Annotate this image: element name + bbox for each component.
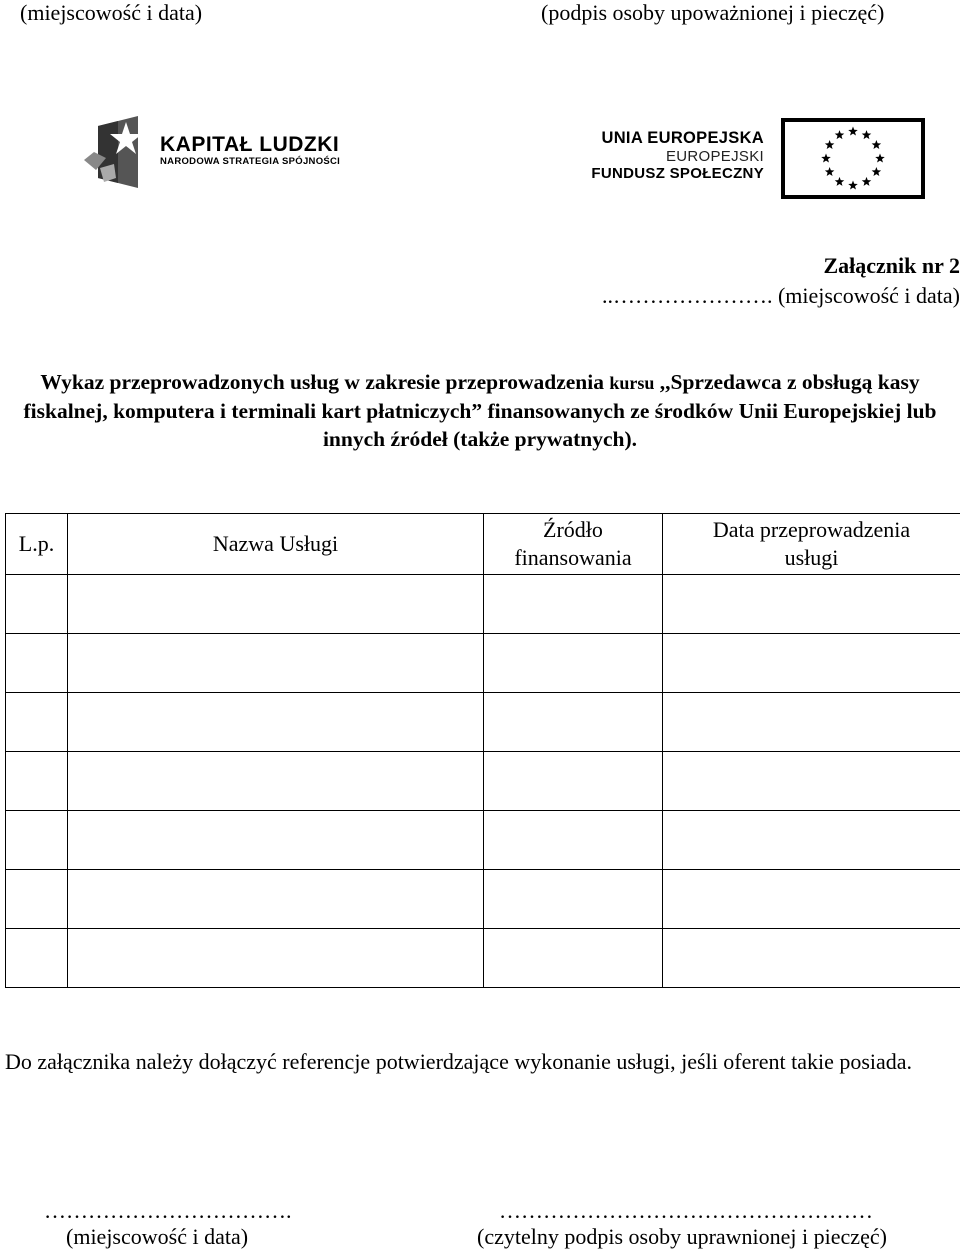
table-row xyxy=(6,870,960,929)
bottom-place-date-label: (miejscowość i data) xyxy=(66,1224,249,1249)
eu-star-icon xyxy=(825,167,835,176)
header-funding-source: Źródło finansowania xyxy=(484,514,663,575)
attachment-note: Do załącznika należy dołączyć referencje potwierdzające wykonanie usługi, jeśli oferent takie posiada. xyxy=(5,1049,913,1074)
ue-logo-text xyxy=(591,128,764,182)
table-cell[interactable] xyxy=(484,870,663,929)
table-row xyxy=(6,634,960,693)
table-cell[interactable] xyxy=(6,634,68,693)
kapital-ludzki-emblem-icon xyxy=(80,112,160,192)
attachment-label: Załącznik nr 2 xyxy=(823,253,960,278)
table-cell[interactable] xyxy=(6,575,68,634)
bottom-signature-label: (czytelny podpis osoby uprawnionej i pieczęć) xyxy=(477,1224,887,1249)
table-cell[interactable] xyxy=(663,870,960,929)
table-cell[interactable] xyxy=(6,752,68,811)
eu-stars-icon xyxy=(785,122,921,195)
eu-star-icon xyxy=(872,167,882,176)
header-service-date: Data przeprowadzenia usługi xyxy=(663,514,960,575)
ue-logo-line1: UNIA EUROPEJSKA xyxy=(601,129,764,147)
table-cell[interactable] xyxy=(663,693,960,752)
table-cell[interactable] xyxy=(663,634,960,693)
services-table xyxy=(5,513,960,988)
title-part2: ,,Sprzedawca z obsługą kasy fiskalnej, komputera i terminali kart płatniczych” finansowanych ze środków Unii Europejskiej lub innych źródeł (także prywatnych). xyxy=(23,370,937,451)
table-row xyxy=(6,811,960,870)
table-cell[interactable] xyxy=(6,811,68,870)
title-part-small: kursu xyxy=(609,373,655,393)
table-cell[interactable] xyxy=(663,575,960,634)
document-title xyxy=(10,368,950,453)
eu-star-icon xyxy=(835,177,845,186)
kapital-ludzki-title: KAPITAŁ LUDZKI xyxy=(160,133,340,156)
header-service-name: Nazwa Usługi xyxy=(68,514,484,575)
eu-star-icon xyxy=(821,154,831,163)
table-cell[interactable] xyxy=(6,929,68,988)
table-cell[interactable] xyxy=(68,575,484,634)
table-cell[interactable] xyxy=(484,752,663,811)
kapital-ludzki-subtitle: NARODOWA STRATEGIA SPÓJNOŚCI xyxy=(160,156,341,167)
table-cell[interactable] xyxy=(484,634,663,693)
ue-logo-line2: EUROPEJSKI xyxy=(665,148,764,165)
table-row xyxy=(6,752,960,811)
top-signature-label: (podpis osoby upoważnionej i pieczęć) xyxy=(541,0,885,25)
table-cell[interactable] xyxy=(663,929,960,988)
bottom-signature-dots: …………………………………………… xyxy=(499,1198,873,1223)
eu-star-icon xyxy=(875,154,885,163)
eu-star-icon xyxy=(835,130,845,139)
top-place-date-label: (miejscowość i data) xyxy=(20,0,203,25)
table-cell[interactable] xyxy=(6,870,68,929)
table-cell[interactable] xyxy=(68,693,484,752)
eu-star-icon xyxy=(862,130,872,139)
table-row xyxy=(6,929,960,988)
bottom-place-date-dots: ……………………………. xyxy=(44,1198,292,1223)
table-header-row xyxy=(6,514,960,575)
table-cell[interactable] xyxy=(68,870,484,929)
table-cell[interactable] xyxy=(484,811,663,870)
bottom-place-date-block xyxy=(44,1198,294,1250)
eu-star-icon xyxy=(825,140,835,149)
eu-star-icon xyxy=(848,127,858,136)
eu-flag-icon xyxy=(781,118,925,199)
header-lp: L.p. xyxy=(6,514,68,575)
table-row xyxy=(6,693,960,752)
kapital-ludzki-text xyxy=(160,134,340,168)
eu-star-icon xyxy=(872,140,882,149)
title-part1: Wykaz przeprowadzonych usług w zakresie przeprowadzenia xyxy=(40,370,610,394)
table-cell[interactable] xyxy=(68,752,484,811)
attachment-place-date: ..…………………. (miejscowość i data) xyxy=(601,283,960,308)
eu-star-icon xyxy=(848,181,858,190)
table-cell[interactable] xyxy=(484,929,663,988)
kapital-ludzki-logo xyxy=(80,112,380,192)
ue-logo-line3: FUNDUSZ SPOŁECZNY xyxy=(591,165,764,182)
table-cell[interactable] xyxy=(663,811,960,870)
table-row xyxy=(6,575,960,634)
table-cell[interactable] xyxy=(484,575,663,634)
table-cell[interactable] xyxy=(68,929,484,988)
table-cell[interactable] xyxy=(484,693,663,752)
table-cell[interactable] xyxy=(68,811,484,870)
table-cell[interactable] xyxy=(663,752,960,811)
table-cell[interactable] xyxy=(68,634,484,693)
bottom-signature-block xyxy=(473,1198,953,1250)
eu-star-icon xyxy=(862,177,872,186)
table-cell[interactable] xyxy=(6,693,68,752)
